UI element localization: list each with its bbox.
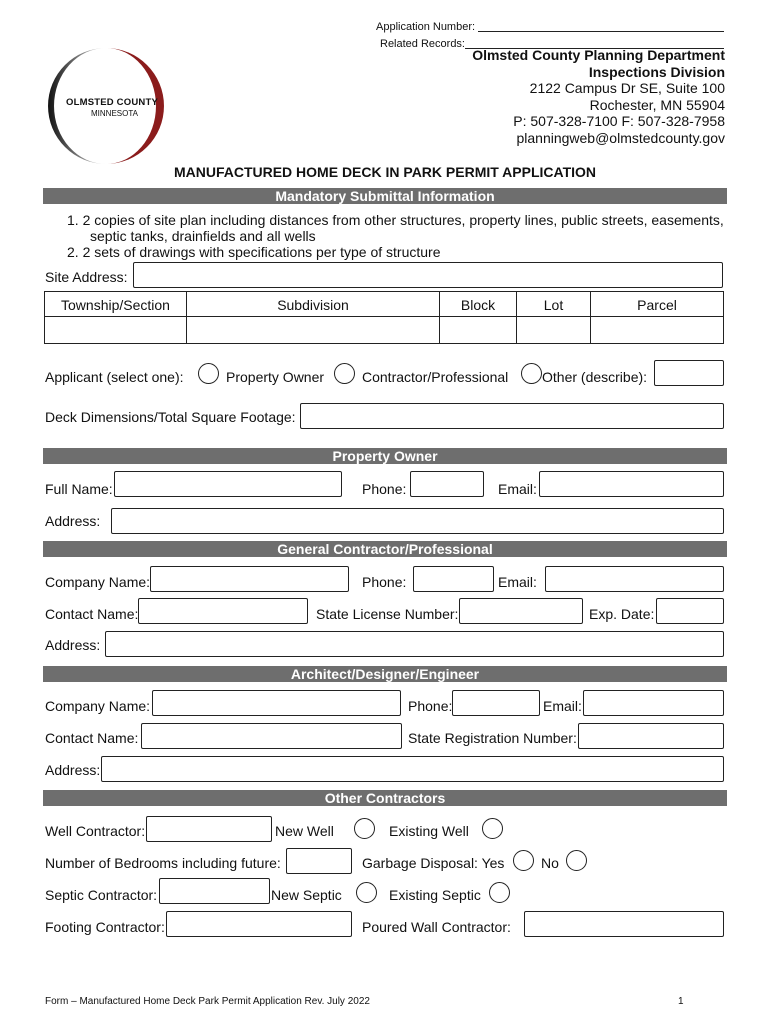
garbage-yes-radio[interactable] xyxy=(513,850,534,871)
gc-exp-field[interactable] xyxy=(656,598,724,624)
bedrooms-label: Number of Bedrooms including future: xyxy=(45,855,281,871)
garbage-no-radio[interactable] xyxy=(566,850,587,871)
related-records-label: Related Records: xyxy=(380,38,465,50)
parcel-field[interactable] xyxy=(590,316,724,344)
gc-license-label: State License Number: xyxy=(316,606,459,622)
col-subdivision: Subdivision xyxy=(186,291,440,317)
po-phone-label: Phone: xyxy=(362,481,407,497)
site-address-field[interactable] xyxy=(133,262,723,288)
logo-line1: OLMSTED COUNTY xyxy=(66,97,158,108)
ar-registration-field[interactable] xyxy=(578,723,724,749)
garbage-no-label: No xyxy=(541,855,559,871)
po-full-name-field[interactable] xyxy=(114,471,342,497)
garbage-yes-label: Garbage Disposal: Yes xyxy=(362,855,505,871)
gc-email-label: Email: xyxy=(498,574,537,590)
subdivision-field[interactable] xyxy=(186,316,440,344)
septic-contractor-label: Septic Contractor: xyxy=(45,887,158,903)
existing-septic-radio[interactable] xyxy=(489,882,510,903)
block-field[interactable] xyxy=(439,316,517,344)
dept-address2: Rochester, MN 55904 xyxy=(589,96,725,113)
contractor-option: Contractor/Professional xyxy=(362,369,509,385)
well-contractor-field[interactable] xyxy=(146,816,272,842)
new-septic-label: New Septic xyxy=(271,887,342,903)
col-lot: Lot xyxy=(516,291,591,317)
mandatory-item-1: 1. 2 copies of site plan including distances from other structures, property lines, public streets, easements, xyxy=(67,212,724,228)
department-info xyxy=(472,47,725,146)
application-number-line xyxy=(478,31,724,32)
gc-company-label: Company Name: xyxy=(45,574,151,590)
poured-wall-label: Poured Wall Contractor: xyxy=(362,919,511,935)
gc-license-field[interactable] xyxy=(459,598,583,624)
other-radio[interactable] xyxy=(521,363,542,384)
poured-wall-field[interactable] xyxy=(524,911,724,937)
mandatory-item-2: 2. 2 sets of drawings with specifications per type of structure xyxy=(67,244,441,260)
mandatory-heading: Mandatory Submittal Information xyxy=(43,188,727,204)
col-township-section: Township/Section xyxy=(44,291,187,317)
logo-line2: MINNESOTA xyxy=(91,109,138,118)
property-owner-radio[interactable] xyxy=(198,363,219,384)
footing-contractor-field[interactable] xyxy=(166,911,352,937)
other-contractors-heading: Other Contractors xyxy=(43,790,727,806)
gc-contact-label: Contact Name: xyxy=(45,606,139,622)
new-well-radio[interactable] xyxy=(354,818,375,839)
general-contractor-heading: General Contractor/Professional xyxy=(43,541,727,557)
other-describe-field[interactable] xyxy=(654,360,724,386)
gc-email-field[interactable] xyxy=(545,566,724,592)
ar-email-field[interactable] xyxy=(583,690,724,716)
existing-well-radio[interactable] xyxy=(482,818,503,839)
deck-label: Deck Dimensions/Total Square Footage: xyxy=(45,409,296,425)
ar-company-field[interactable] xyxy=(152,690,401,716)
new-septic-radio[interactable] xyxy=(356,882,377,903)
county-logo xyxy=(44,44,168,168)
site-address-label: Site Address: xyxy=(45,269,128,285)
mandatory-item-1-cont: septic tanks, drainfields and all wells xyxy=(90,228,316,244)
gc-address-label: Address: xyxy=(45,637,101,653)
dept-email: planningweb@olmstedcounty.gov xyxy=(516,129,725,146)
col-block: Block xyxy=(439,291,517,317)
gc-exp-label: Exp. Date: xyxy=(589,606,655,622)
po-address-field[interactable] xyxy=(111,508,724,534)
existing-septic-label: Existing Septic xyxy=(389,887,481,903)
gc-address-field[interactable] xyxy=(105,631,724,657)
gc-phone-label: Phone: xyxy=(362,574,407,590)
ar-address-label: Address: xyxy=(45,762,101,778)
ar-registration-label: State Registration Number: xyxy=(408,730,577,746)
po-full-name-label: Full Name: xyxy=(45,481,113,497)
dept-phone-fax: P: 507-328-7100 F: 507-328-7958 xyxy=(513,113,725,129)
footing-contractor-label: Footing Contractor: xyxy=(45,919,165,935)
gc-phone-field[interactable] xyxy=(413,566,494,592)
septic-contractor-field[interactable] xyxy=(159,878,270,904)
footer-form-name: Form – Manufactured Home Deck Park Permit Application Rev. July 2022 xyxy=(45,996,370,1007)
ar-contact-field[interactable] xyxy=(141,723,402,749)
ar-email-label: Email: xyxy=(543,698,582,714)
col-parcel: Parcel xyxy=(590,291,724,317)
po-address-label: Address: xyxy=(45,513,101,529)
ar-contact-label: Contact Name: xyxy=(45,730,139,746)
contractor-radio[interactable] xyxy=(334,363,355,384)
gc-company-field[interactable] xyxy=(150,566,349,592)
dept-name: Olmsted County Planning Department xyxy=(472,47,725,63)
township-section-field[interactable] xyxy=(44,316,187,344)
applicant-label: Applicant (select one): xyxy=(45,369,184,385)
po-email-field[interactable] xyxy=(539,471,724,497)
existing-well-label: Existing Well xyxy=(389,823,469,839)
well-contractor-label: Well Contractor: xyxy=(45,823,146,839)
po-phone-field[interactable] xyxy=(410,471,484,497)
ar-phone-field[interactable] xyxy=(452,690,540,716)
application-number-label: Application Number: xyxy=(376,21,476,33)
ar-phone-label: Phone: xyxy=(408,698,453,714)
footer-page-number: 1 xyxy=(678,996,684,1007)
form-title: MANUFACTURED HOME DECK IN PARK PERMIT APPLICATION xyxy=(173,164,597,180)
gc-contact-field[interactable] xyxy=(138,598,308,624)
other-option: Other (describe): xyxy=(542,369,648,385)
deck-dimensions-field[interactable] xyxy=(300,403,724,429)
architect-heading: Architect/Designer/Engineer xyxy=(43,666,727,682)
ar-company-label: Company Name: xyxy=(45,698,151,714)
bedrooms-field[interactable] xyxy=(286,848,352,874)
new-well-label: New Well xyxy=(275,823,334,839)
po-email-label: Email: xyxy=(498,481,537,497)
division: Inspections Division xyxy=(588,63,725,80)
ar-address-field[interactable] xyxy=(101,756,724,782)
lot-field[interactable] xyxy=(516,316,591,344)
dept-address1: 2122 Campus Dr SE, Suite 100 xyxy=(529,80,725,96)
property-owner-heading: Property Owner xyxy=(43,448,727,464)
property-owner-option: Property Owner xyxy=(226,369,325,385)
